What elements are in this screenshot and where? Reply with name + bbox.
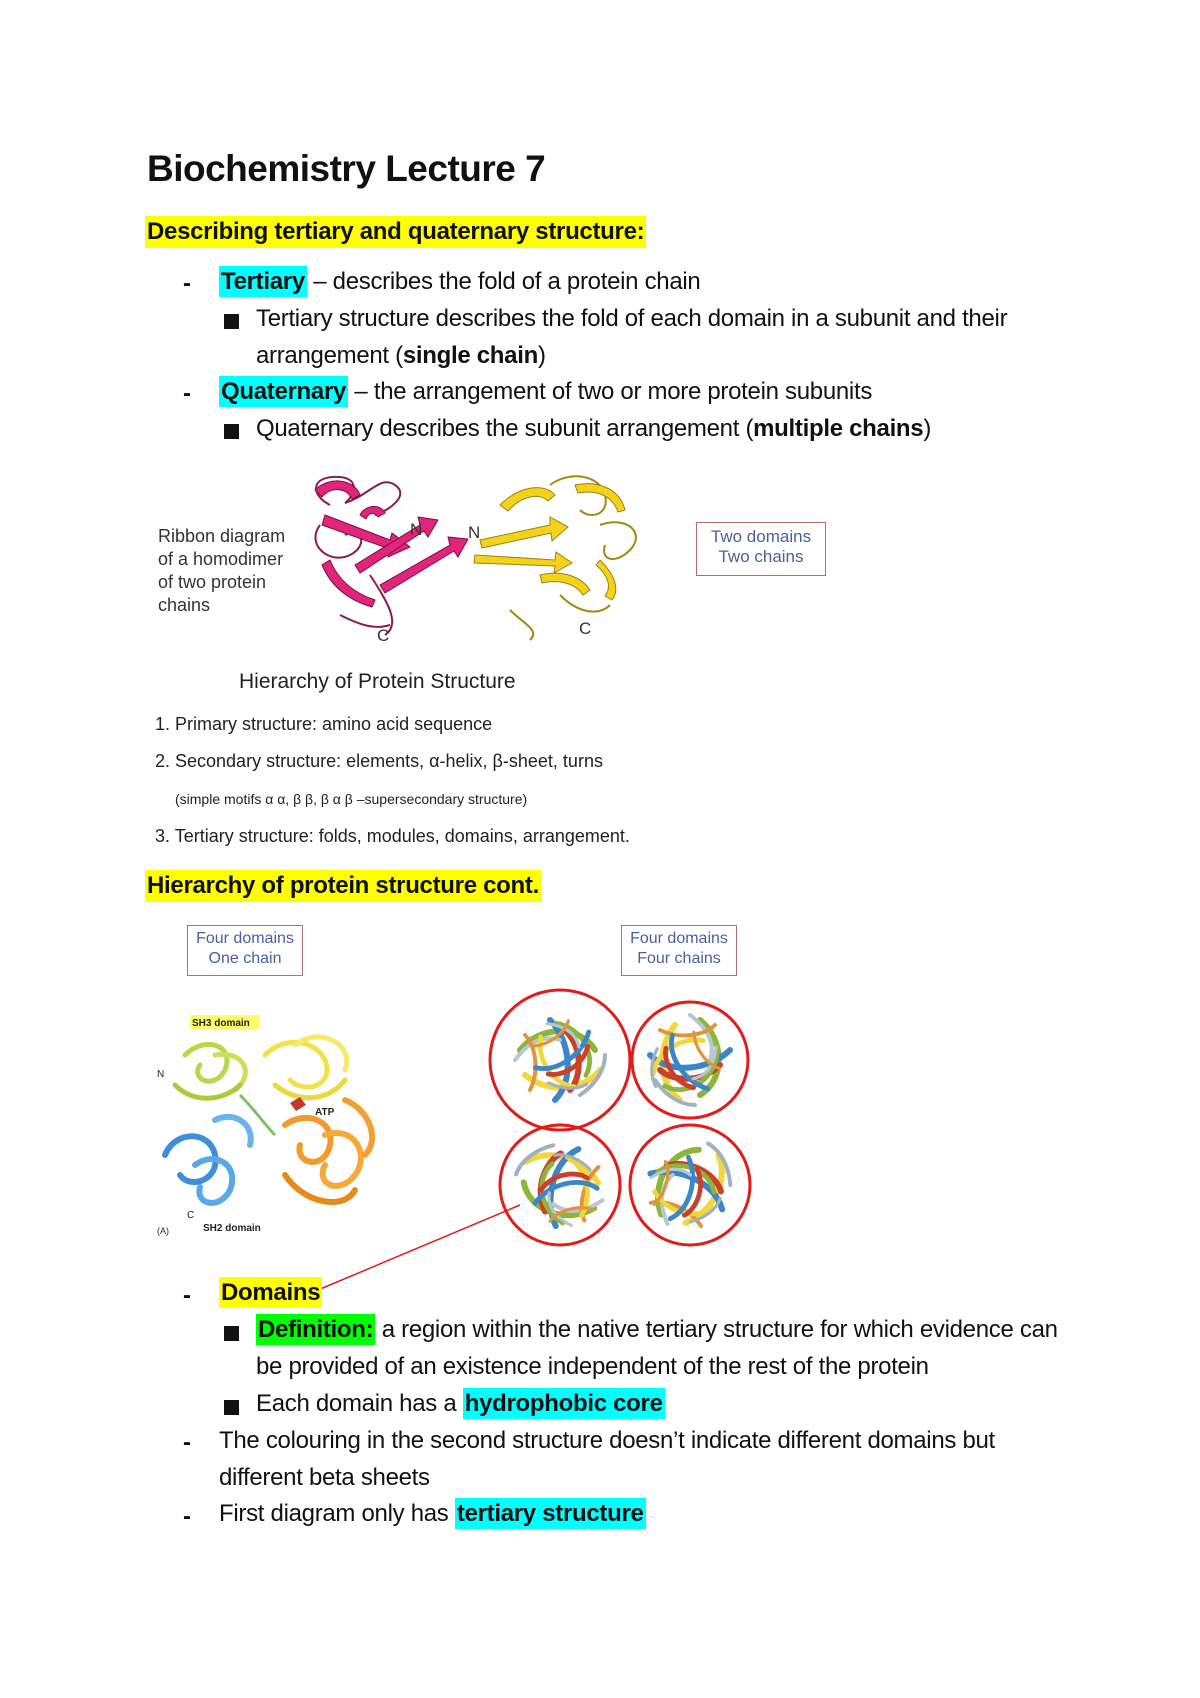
box-line: Four domains — [630, 930, 728, 947]
label-atp: ATP — [315, 1107, 335, 1118]
page-title: Biochemistry Lecture 7 — [147, 148, 546, 189]
label-sh2: SH2 domain — [203, 1223, 261, 1234]
list-item-colouring-line2: different beta sheets — [219, 1464, 430, 1491]
caption-line: of two protein — [158, 572, 267, 592]
dash-bullet: - — [183, 1429, 191, 1456]
list-item-domains — [219, 1279, 322, 1307]
label-c: C — [187, 1210, 195, 1221]
text-part: ) — [537, 342, 546, 369]
label-n2: N — [468, 523, 481, 542]
box-line: Two domains — [710, 527, 812, 546]
sub-item-definition-line1 — [256, 1316, 1058, 1344]
sub-item-definition-line2: be provided of an existence independent of the rest of the protein — [256, 1353, 929, 1380]
label-c1: C — [377, 626, 390, 645]
hierarchy-item-2: 2. Secondary structure: elements, α-helix, β-sheet, turns — [155, 751, 603, 771]
section-heading-hierarchy-cont: Hierarchy of protein structure cont. — [145, 870, 541, 902]
caption-line: Ribbon diagram — [158, 526, 286, 546]
hierarchy-item-1: 1. Primary structure: amino acid sequence — [155, 714, 493, 734]
box-line: Two chains — [718, 547, 804, 566]
term-tertiary-structure: tertiary structure — [456, 1500, 644, 1527]
label-c2: C — [579, 619, 592, 638]
dash-bullet: - — [183, 1503, 191, 1530]
bold-multiple-chains: multiple chains — [753, 415, 924, 442]
term-tertiary: Tertiary — [221, 268, 305, 295]
list-item-first-diagram — [219, 1500, 646, 1528]
label-n1: N — [410, 520, 423, 539]
dash-bullet: - — [183, 1282, 191, 1309]
square-bullet-icon — [224, 1400, 239, 1415]
text-part: Each domain has a — [256, 1390, 463, 1417]
text-part: First diagram only has — [219, 1500, 455, 1527]
label-n: N — [157, 1069, 165, 1080]
hierarchy-title: Hierarchy of Protein Structure — [239, 670, 516, 693]
sub-item-hydrophobic-core — [256, 1390, 665, 1418]
hierarchy-note: (simple motifs α α, β β, β α β –supersecondary structure) — [175, 791, 528, 807]
caption-line: of a homodimer — [158, 549, 284, 569]
dash-bullet: - — [183, 380, 191, 407]
list-item-colouring-line1: The colouring in the second structure doesn’t indicate different domains but — [219, 1427, 995, 1454]
term-hydrophobic-core: hydrophobic core — [464, 1390, 663, 1417]
bold-single-chain: single chain — [402, 342, 538, 369]
text-part: arrangement ( — [256, 342, 403, 369]
definition-text: a region within the native tertiary structure for which evidence can — [375, 1316, 1058, 1343]
section-heading-tertiary-quaternary: Describing tertiary and quaternary structure: — [145, 216, 646, 248]
box-line: Four domains — [196, 930, 294, 947]
hierarchy-item-3: 3. Tertiary structure: folds, modules, domains, arrangement. — [155, 826, 630, 846]
sub-item-tertiary-line1: Tertiary structure describes the fold of each domain in a subunit and their — [256, 305, 1008, 332]
box-line: Four chains — [637, 950, 721, 967]
label-sh3: SH3 domain — [192, 1018, 250, 1029]
caption-line: chains — [158, 595, 211, 615]
text-part: ) — [923, 415, 932, 442]
dash-bullet: - — [183, 270, 191, 297]
square-bullet-icon — [224, 1326, 239, 1341]
label-a: (A) — [157, 1226, 169, 1236]
term-definition: Definition: — [258, 1316, 374, 1343]
text-part: Quaternary describes the subunit arrangement ( — [256, 415, 754, 442]
term-quaternary: Quaternary — [221, 378, 347, 405]
box-line: One chain — [208, 950, 282, 967]
term-domains: Domains — [221, 1279, 321, 1306]
tertiary-text: – describes the fold of a protein chain — [306, 268, 701, 295]
red-pointer-line — [318, 1205, 520, 1290]
quaternary-text: – the arrangement of two or more protein subunits — [348, 378, 873, 405]
